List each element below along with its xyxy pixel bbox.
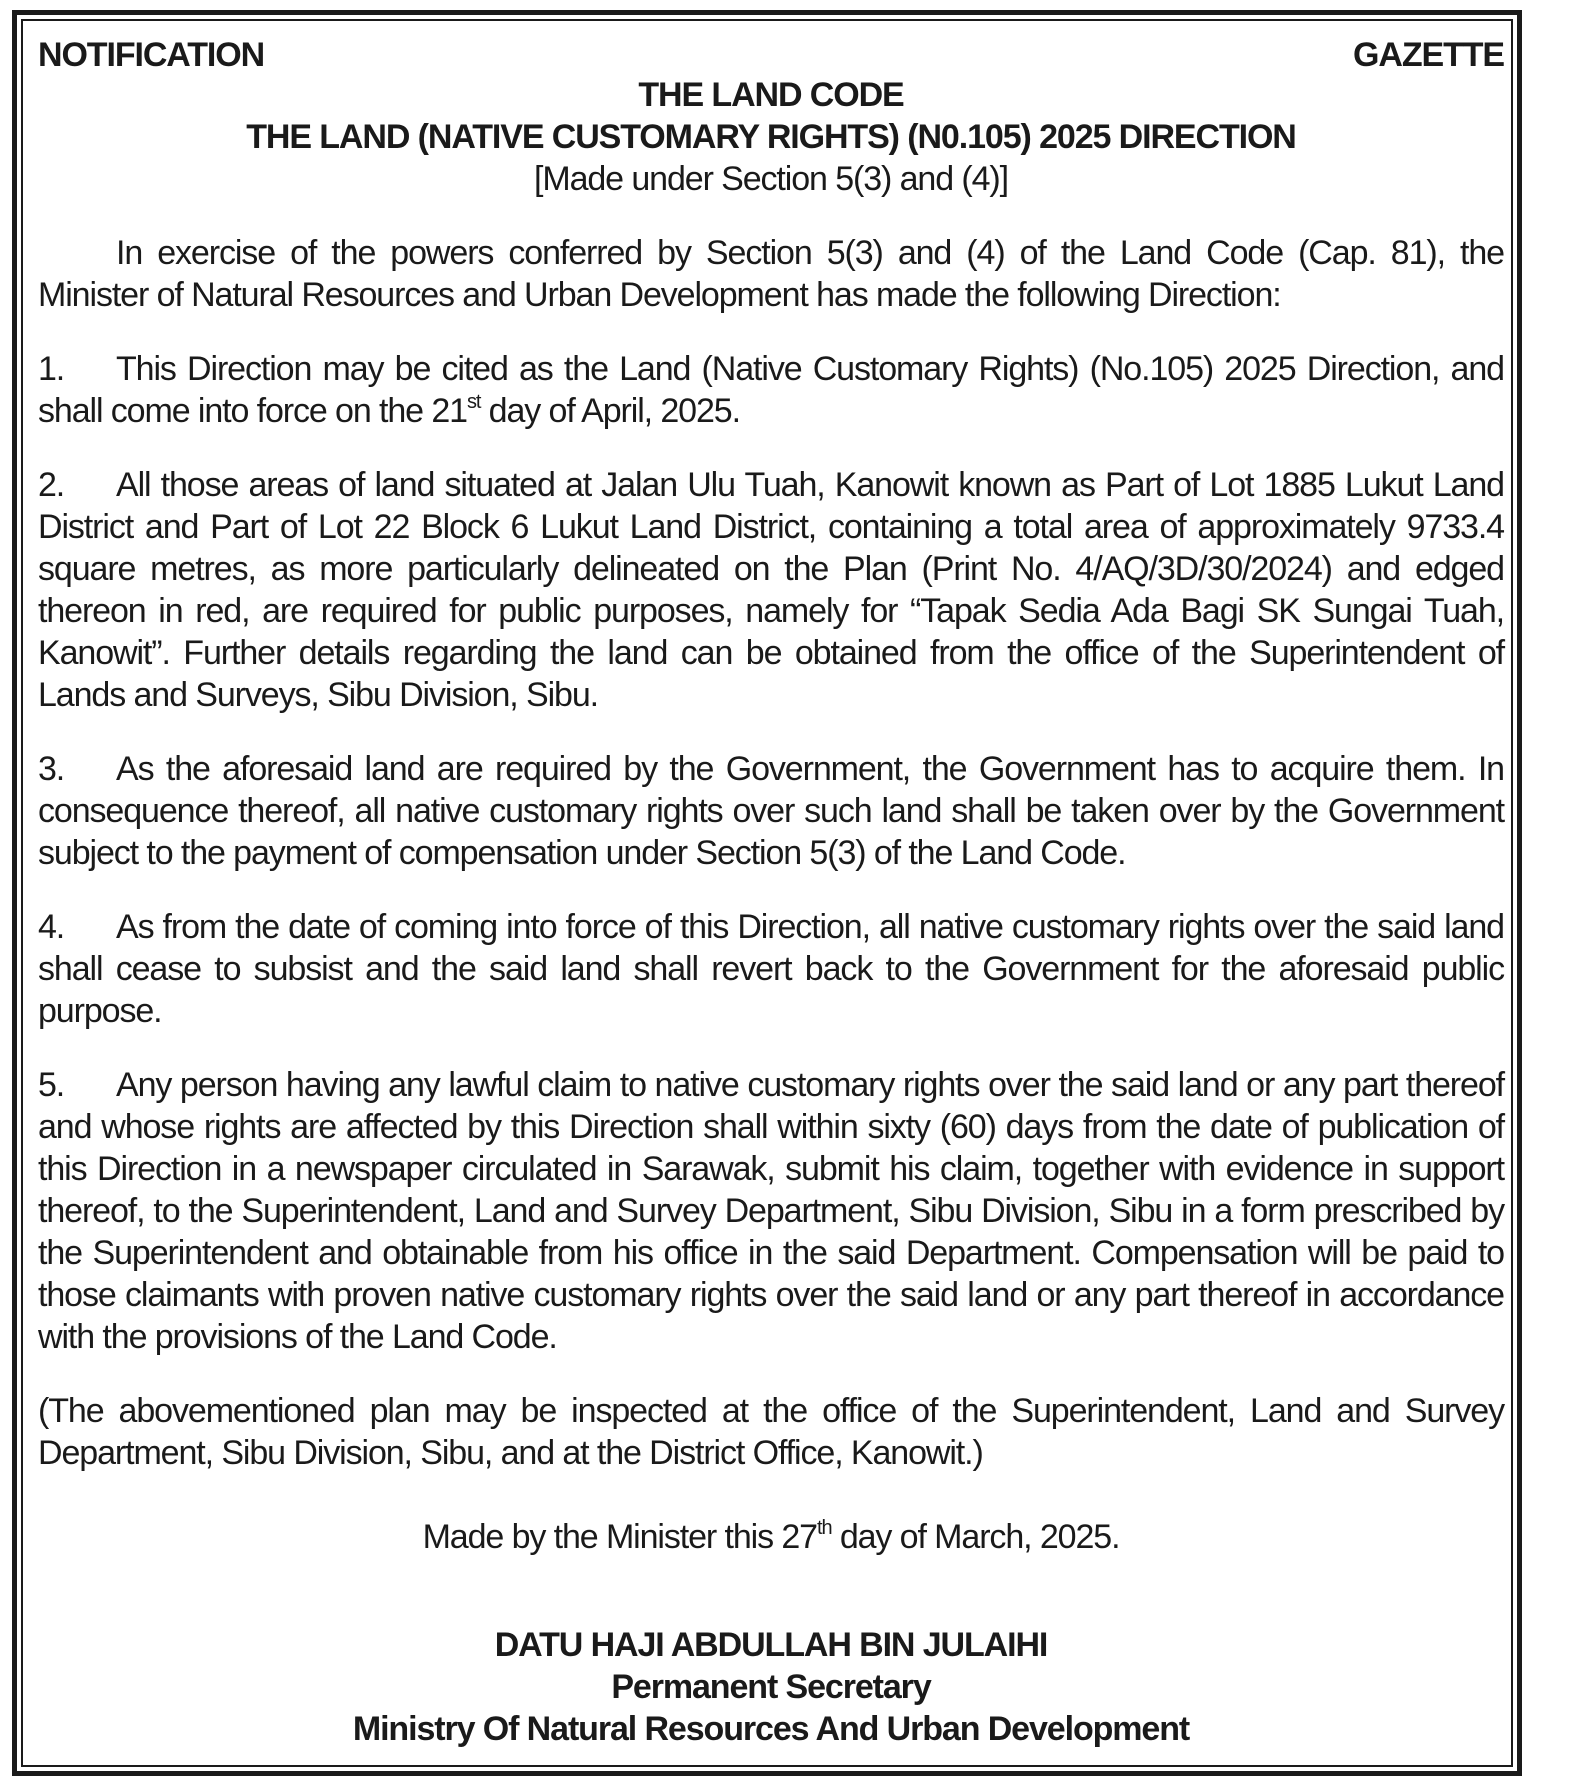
signature-block — [38, 1624, 1504, 1750]
notice-header-line — [38, 32, 1504, 78]
gazette-notice — [38, 32, 1504, 1750]
clause-text: Any person having any lawful claim to native customary rights over the said land or any part thereof and whose rights are affected by this Direction shall within sixty (60) days from the date of publication of this Direction in a newspaper circulated in Sarawak, submit his claim, together with evidence in support thereof, to the Superintendent, Land and Survey Department, Sibu Division, Sibu in a form prescribed by the Superintendent and obtainable from his office in the said Department. Compensation will be paid to those claimants with proven native customary rights over the said land or any part thereof in accordance with the provisions of the Land Code. — [38, 1066, 1504, 1356]
clause-number: 5. — [38, 1066, 65, 1104]
plan-inspection-note: (The abovementioned plan may be inspected at the office of the Superintendent, Land and Survey Department, Sibu Division, Sibu, and at the District Office, Kanowit.) — [38, 1392, 1504, 1472]
clause-4 — [38, 906, 1504, 1032]
clause-5 — [38, 1064, 1504, 1358]
clause-number: 3. — [38, 750, 65, 788]
clause-1 — [38, 348, 1504, 432]
clause-text: All those areas of land situated at Jalan Ulu Tuah, Kanowit known as Part of Lot 1885 Lukut Land District and Part of Lot 22 Block 6 Lukut Land District, containing a total area of approximately 9733.4 square metres, as more particularly delineated on the Plan (Print No. 4/AQ/3D/30/2024) and edged thereon in red, are required for public purposes, namely for “Tapak Sedia Ada Bagi SK Sungai Tuah, Kanowit”. Further details regarding the land can be obtained from the office of the Superintendent of Lands and Surveys, Sibu Division, Sibu. — [38, 466, 1504, 714]
made-by-line — [38, 1516, 1504, 1558]
clause-text-end: day of April, 2025. — [480, 392, 740, 430]
clause-number: 4. — [38, 908, 65, 946]
made-under-line: [Made under Section 5(3) and (4)] — [534, 160, 1008, 198]
signatory-name: DATU HAJI ABDULLAH BIN JULAIHI — [494, 1626, 1048, 1664]
signatory-ministry: Ministry Of Natural Resources And Urban Development — [352, 1710, 1190, 1748]
document-title: THE LAND CODE — [638, 76, 904, 114]
document-subtitle: THE LAND (NATIVE CUSTOMARY RIGHTS) (N0.105) 2025 DIRECTION — [246, 118, 1296, 156]
clause-3 — [38, 748, 1504, 874]
clause-text: This Direction may be cited as the Land (Native Customary Rights) (No.105) 2025 Direction, and shall come into force on the 21 — [38, 350, 1504, 430]
made-by-text-end: day of March, 2025. — [831, 1518, 1120, 1556]
intro-paragraph: In exercise of the powers conferred by Section 5(3) and (4) of the Land Code (Cap. 81), the Minister of Natural Resources and Urban Development has made the following Direction: — [38, 234, 1504, 314]
clause-number: 1. — [38, 350, 65, 388]
clause-2 — [38, 464, 1504, 716]
made-by-text: Made by the Minister this 27 — [422, 1518, 817, 1556]
clause-number: 2. — [38, 466, 65, 504]
clause-text: As from the date of coming into force of this Direction, all native customary rights over the said land shall cease to subsist and the said land shall revert back to the Government for the aforesaid public purpose. — [38, 908, 1504, 1030]
gazette-label: GAZETTE — [1353, 36, 1504, 74]
clause-text: As the aforesaid land are required by the Government, the Government has to acquire them. In consequence thereof, all native customary rights over such land shall be taken over by the Government subject to the payment of compensation under Section 5(3) of the Land Code. — [38, 750, 1504, 872]
notification-label: NOTIFICATION — [38, 36, 265, 74]
ordinal-suffix: th — [816, 1517, 832, 1539]
signatory-position: Permanent Secretary — [611, 1668, 931, 1706]
ordinal-suffix: st — [466, 391, 481, 413]
